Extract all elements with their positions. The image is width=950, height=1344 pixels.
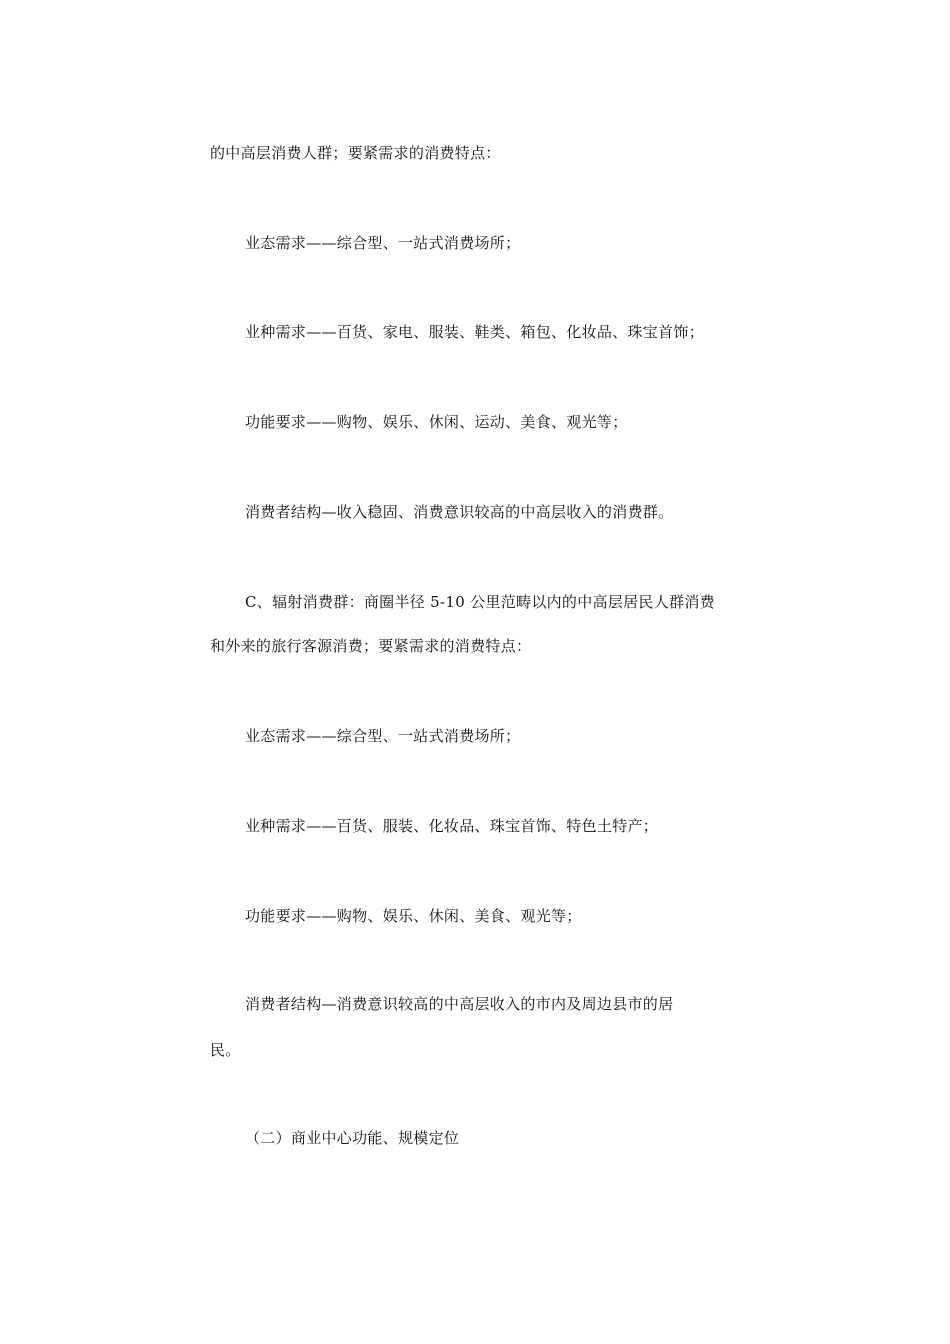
text-line-continuation: 的中高层消费人群；要紧需求的消费特点： [210, 144, 501, 162]
section-heading: （二）商业中心功能、规模定位 [245, 1129, 460, 1147]
text-line-consumer-structure-2-cont: 民。 [210, 1041, 241, 1059]
text-line-function-demand-2: 功能要求——购物、娱乐、休闲、美食、观光等； [245, 907, 582, 925]
text-line-consumer-structure-2: 消费者结构—消费意识较高的中高层收入的市内及周边县市的居 [245, 995, 674, 1013]
text-line-radiation-group-cont: 和外来的旅行客源消费；要紧需求的消费特点： [210, 637, 532, 655]
text-line-format-demand-2: 业态需求——综合型、一站式消费场所； [245, 727, 521, 745]
text-line-format-demand: 业态需求——综合型、一站式消费场所； [245, 234, 521, 252]
text-line-consumer-structure: 消费者结构—收入稳固、消费意识较高的中高层收入的消费群。 [245, 503, 674, 521]
text-line-function-demand: 功能要求——购物、娱乐、休闲、运动、美食、观光等； [245, 413, 628, 431]
text-line-category-demand-2: 业种需求——百货、服装、化妆品、珠宝首饰、特色土特产； [245, 817, 659, 835]
text-line-category-demand: 业种需求——百货、家电、服装、鞋类、箱包、化妆品、珠宝首饰； [245, 323, 705, 341]
text-line-radiation-group: C、辐射消费群：商圈半径 5-10 公里范畴以内的中高层居民人群消费 [245, 593, 715, 611]
